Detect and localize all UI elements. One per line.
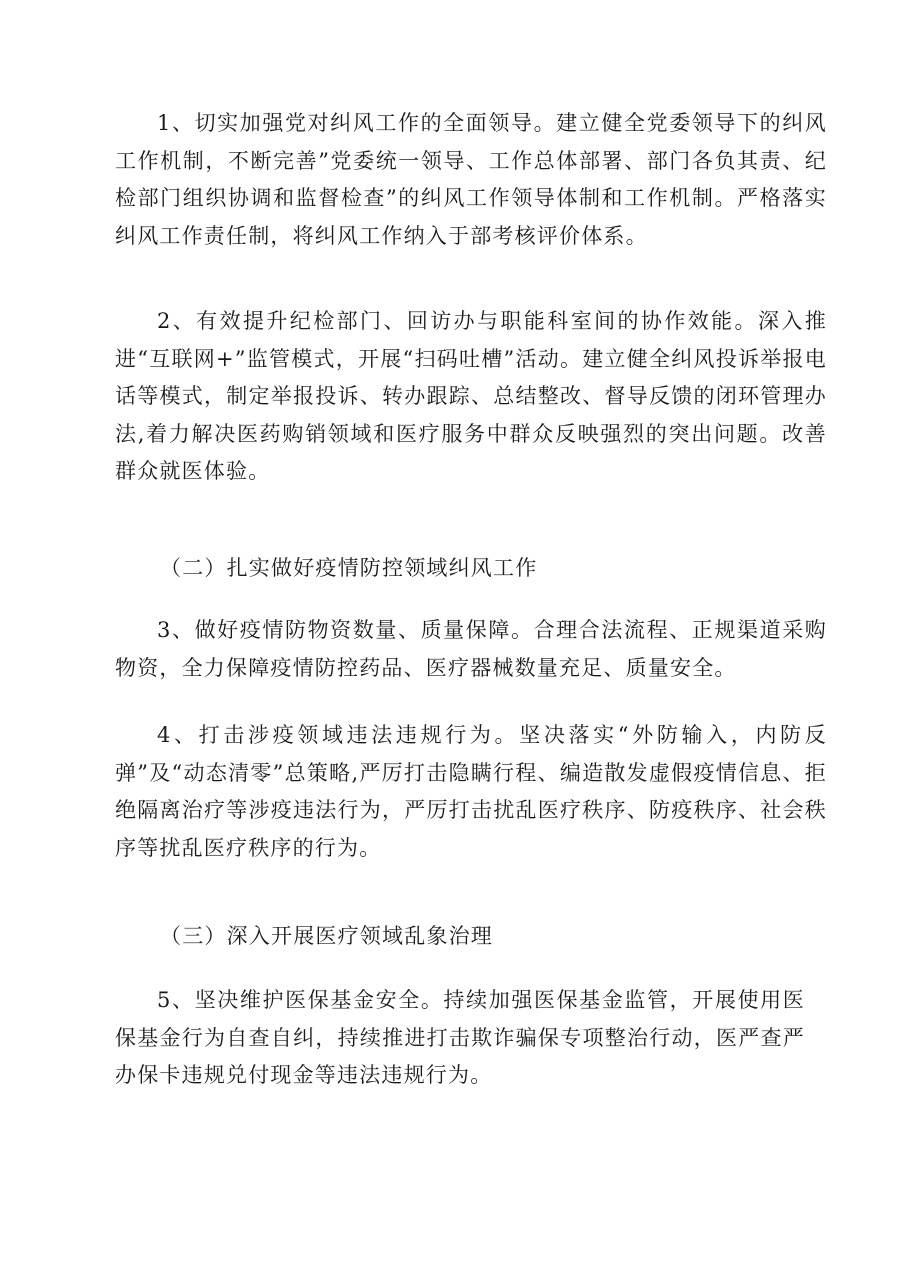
paragraph-2: 2、有效提升纪检部门、回访办与职能科室间的协作效能。深入推进“互联网+”监管模式，开展“扫码吐槽”活动。建立健全纠风投诉举报电话等模式，制定举报投诉、转办跟踪、总结整改、督导反馈的闭环管理办法,着力解决医药购销领域和医疗服务中群众反映强烈的突出问题。改善群众就医体验。 (115, 309, 827, 483)
paragraph-1: 1、切实加强党对纠风工作的全面领导。建立健全党委领导下的纠风工作机制，不断完善”党委统一领导、工作总体部署、部门各负其责、纪检部门组织协调和监督检查”的纠风工作领导体制和工作机制。严格落实纠风工作责任制，将纠风工作纳入于部考核评价体系。 (115, 111, 827, 248)
paragraph-5: 5、坚决维护医保基金安全。持续加强医保基金监管，开展使用医保基金行为自查自纠，持续推进打击欺诈骗保专项整治行动，医严查严办保卡违规兑付现金等违法违规行为。 (115, 988, 805, 1087)
paragraph-3: 3、做好疫情防物资数量、质量保障。合理合法流程、正规渠道采购物资，全力保障疫情防控药品、医疗器械数量充足、质量安全。 (115, 618, 827, 680)
paragraph-4: 4、打击涉疫领域违法违规行为。坚决落实“外防输入，内防反弹”及“动态清零”总策略,严厉打击隐瞒行程、编造散发虚假疫情信息、拒绝隔离治疗等涉疫违法行为，严厉打击扰乱医疗秩序、防疫秩序、社会秩序等扰乱医疗秩序的行为。 (115, 723, 827, 860)
section-heading-3: （三）深入开展医疗领域乱象治理 (160, 924, 493, 948)
section-heading-2: （二）扎实做好疫情防控领域纠风工作 (160, 556, 538, 580)
